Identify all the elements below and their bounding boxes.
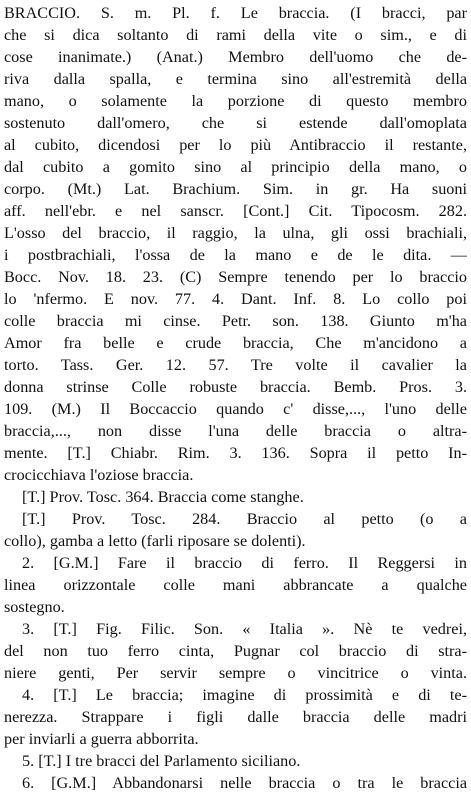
entry-line-24: [T.] Prov. Tosc. 284. Braccio al petto (o a (22, 510, 467, 528)
entry-line-16: Amor fra belle e crude braccia, Che m'ancidono a (4, 334, 467, 352)
entry-line-12: i postbrachiali, l'ossa de la mano e de le dita. — (4, 246, 467, 264)
entry-line-13: Bocc. Nov. 18. 23. (C) Sempre tenendo per lo braccio (4, 268, 467, 286)
entry-line-10: aff. nell'ebr. e nel sanscr. [Cont.] Cit. Tipocosm. 282. (4, 202, 467, 220)
entry-line-30: del non tuo ferro cinta, Pugnar col braccio di stra- (4, 642, 467, 660)
entry-line-15: colle braccia mi cinse. Petr. son. 138. Giunto m'ha (4, 312, 467, 330)
entry-line-8: dal cubito a gomito sino al principio della mano, o (4, 158, 467, 176)
entry-line-27: linea orizzontale colle mani abbrancate a qualche (4, 576, 467, 594)
entry-line-25: collo), gamba a letto (farli riposare se dolenti). (4, 532, 306, 550)
entry-line-18: donna strinse Colle robuste braccia. Bemb. Pros. 3. (4, 378, 467, 396)
entry-line-34: per inviarli a guerra abborrita. (4, 730, 199, 748)
entry-line-23: [T.] Prov. Tosc. 364. Braccia come stanghe. (22, 488, 304, 506)
entry-line-17: torto. Tass. Ger. 12. 57. Tre volte il cavalier la (4, 356, 467, 374)
entry-line-2: che si dica soltanto di rami della vite o sim., e di (4, 26, 467, 44)
entry-line-4: riva dalla spalla, e termina sino all'estremità della (4, 70, 467, 88)
entry-line-19: 109. (M.) Il Boccaccio quando c' disse,..., l'uno delle (4, 400, 467, 418)
entry-line-1: BRACCIO. S. m. Pl. f. Le braccia. (I bracci, par (4, 4, 467, 22)
entry-line-36: 6. [G.M.] Abbandonarsi nelle braccia o tra le braccia (22, 774, 467, 792)
entry-line-33: nerezza. Strappare i figli dalle braccia delle madri (4, 708, 467, 726)
entry-braccio (4, 2, 467, 794)
entry-line-32: 4. [T.] Le braccia; imagine di prossimità e di te- (22, 686, 467, 704)
entry-line-26: 2. [G.M.] Fare il braccio di ferro. Il Reggersi in (22, 554, 467, 572)
entry-line-5: mano, o solamente la porzione di questo membro (4, 92, 467, 110)
entry-line-29: 3. [T.] Fig. Filic. Son. « Italia ». Nè te vedrei, (22, 620, 467, 638)
entry-line-28: sostegno. (4, 598, 65, 616)
entry-line-9: corpo. (Mt.) Lat. Brachium. Sim. in gr. Ha suoni (4, 180, 467, 198)
entry-line-6: sostenuto dall'omero, che si estende dall'omoplata (4, 114, 467, 132)
entry-line-3: cose inanimate.) (Anat.) Membro dell'uomo che de- (4, 48, 467, 66)
entry-line-21: mente. [T.] Chiabr. Rim. 3. 136. Sopra il petto In- (4, 444, 467, 462)
entry-line-31: niere genti, Per servir sempre o vincitrice o vinta. (4, 664, 467, 682)
entry-line-14: lo 'nfermo. E nov. 77. 4. Dant. Inf. 8. Lo collo poi (4, 290, 467, 308)
entry-line-11: L'osso del braccio, il raggio, la ulna, gli ossi brachiali, (4, 224, 467, 242)
entry-line-20: braccia,..., non disse l'una delle braccia o altra- (4, 422, 467, 440)
entry-line-35: 5. [T.] I tre bracci del Parlamento siciliano. (22, 752, 301, 770)
entry-line-22: crocicchiava l'oziose braccia. (4, 466, 194, 484)
entry-line-7: al cubito, dicendosi per lo più Antibraccio il restante, (4, 136, 467, 154)
